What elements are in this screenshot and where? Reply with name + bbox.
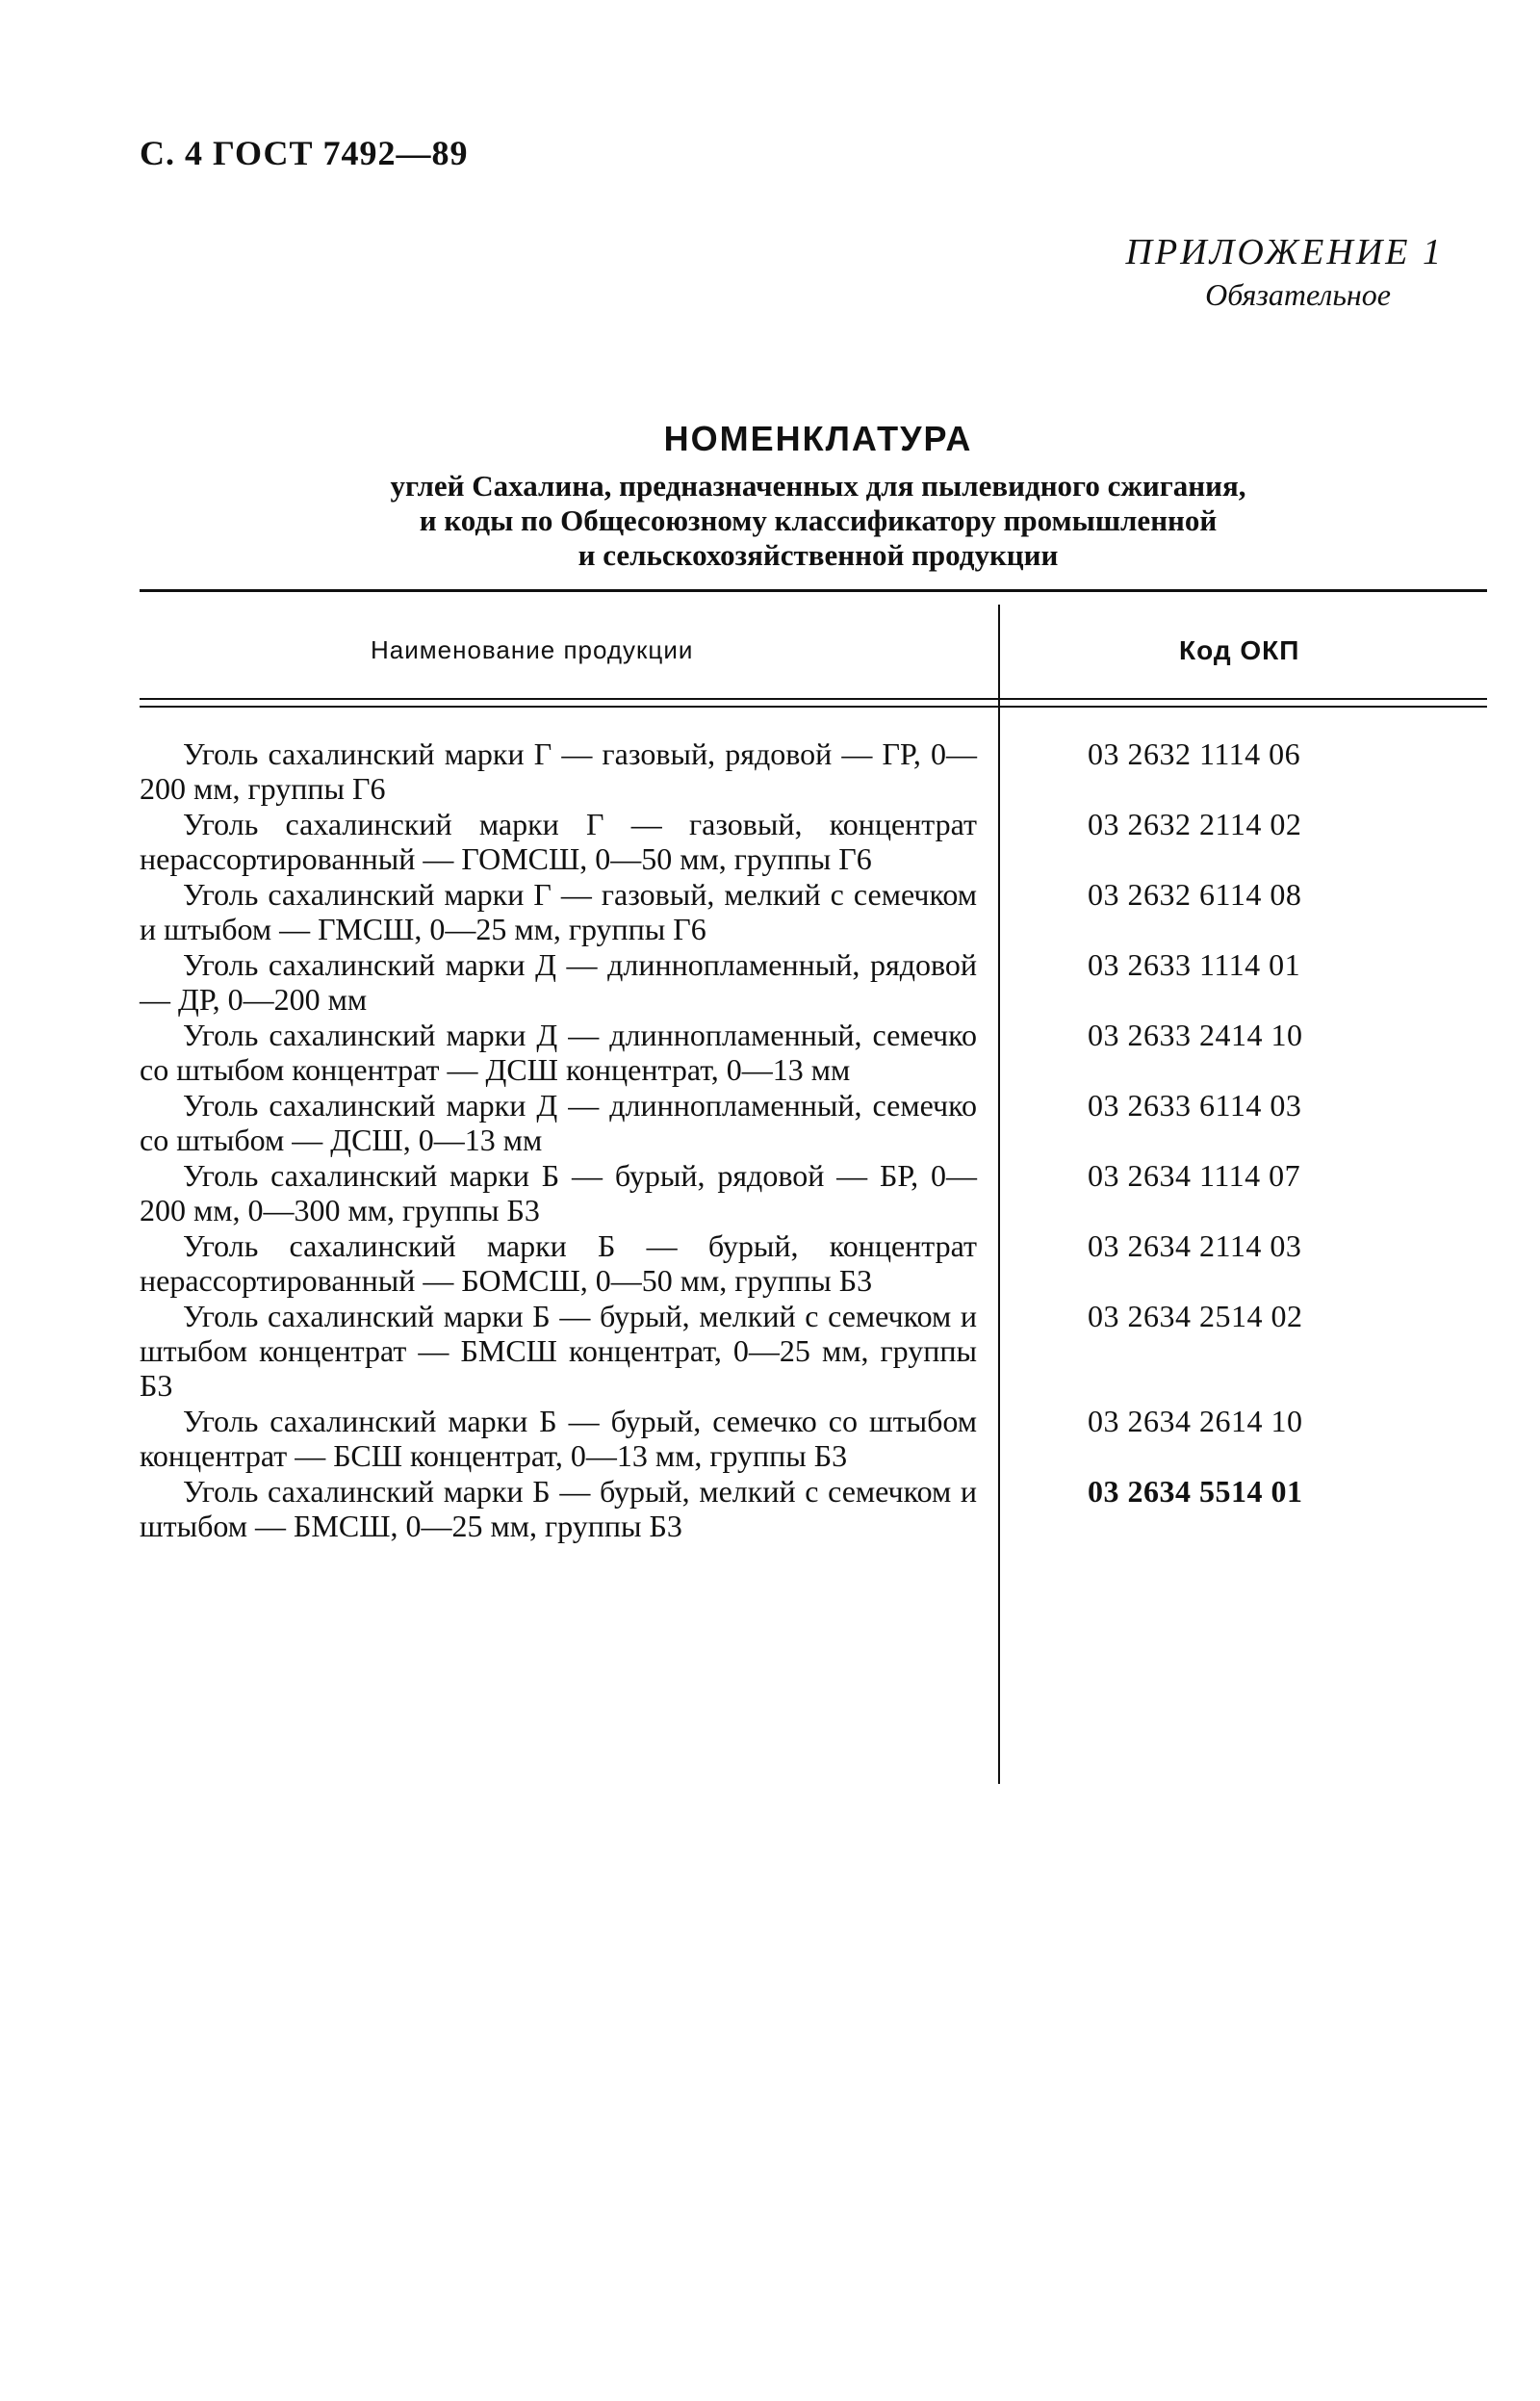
appendix-title: ПРИЛОЖЕНИЕ 1	[1125, 232, 1444, 272]
column-header-code: Код ОКП	[1179, 635, 1300, 665]
product-name: Уголь сахалинский марки Д — длиннопламенный, рядовой — ДР, 0—200 мм	[140, 947, 977, 1017]
product-name: Уголь сахалинский марки Б — бурый, семечко со штыбом концентрат — БСШ концентрат, 0—13 мм, группы Б3	[140, 1404, 977, 1473]
okp-code: 03 2632 2114 02	[1088, 807, 1302, 841]
table-row	[140, 1088, 1487, 1157]
table-row	[140, 877, 1487, 946]
document-subtitle-line-3: и сельскохозяйственной продукции	[578, 538, 1059, 572]
document-title-main: НОМЕНКЛАТУРА	[663, 419, 973, 458]
product-name: Уголь сахалинский марки Б — бурый, концентрат нерассортированный — БОМСШ, 0—50 мм, группы Б3	[140, 1228, 977, 1298]
table-row	[140, 1018, 1487, 1087]
product-name: Уголь сахалинский марки Б — бурый, мелкий с семечком и штыбом концентрат — БМСШ концентрат, 0—25 мм, группы Б3	[140, 1299, 977, 1403]
document-subtitle-line-2: и коды по Общесоюзному классификатору промышленной	[419, 503, 1218, 537]
column-header-name: Наименование продукции	[371, 635, 694, 664]
document-subtitle-line-1: углей Сахалина, предназначенных для пылевидного сжигания,	[390, 469, 1246, 503]
okp-code: 03 2633 2414 10	[1088, 1018, 1303, 1052]
okp-code: 03 2634 2114 03	[1088, 1228, 1302, 1263]
okp-code: 03 2634 2514 02	[1088, 1299, 1303, 1333]
okp-code: 03 2632 1114 06	[1088, 736, 1301, 771]
product-name: Уголь сахалинский марки Д — длиннопламенный, семечко со штыбом концентрат — ДСШ концентрат, 0—13 мм	[140, 1018, 977, 1087]
okp-code: 03 2633 6114 03	[1088, 1088, 1302, 1123]
appendix-status: Обязательное	[1205, 277, 1391, 312]
table-row	[140, 947, 1487, 1017]
product-name: Уголь сахалинский марки Г — газовый, мелкий с семечком и штыбом — ГМСШ, 0—25 мм, группы Г6	[140, 877, 977, 946]
okp-code: 03 2632 6114 08	[1088, 877, 1302, 912]
okp-code: 03 2634 5514 01	[1088, 1474, 1303, 1509]
table-header-rule	[140, 698, 1487, 700]
product-name: Уголь сахалинский марки Б — бурый, мелкий с семечком и штыбом — БМСШ, 0—25 мм, группы Б3	[140, 1474, 977, 1543]
table-row	[140, 1228, 1487, 1298]
okp-code: 03 2633 1114 01	[1088, 947, 1301, 982]
appendix-label	[1126, 231, 1444, 313]
okp-code: 03 2634 2614 10	[1088, 1404, 1303, 1438]
table-body	[140, 736, 1487, 1544]
product-name: Уголь сахалинский марки Б — бурый, рядовой — БР, 0—200 мм, 0—300 мм, группы Б3	[140, 1158, 977, 1227]
table-row	[140, 1474, 1487, 1543]
table-row	[140, 736, 1487, 806]
product-name: Уголь сахалинский марки Г — газовый, рядовой — ГР, 0—200 мм, группы Г6	[140, 736, 977, 806]
okp-code: 03 2634 1114 07	[1088, 1158, 1301, 1193]
table-header-rule-double	[140, 706, 1487, 708]
table-top-rule	[140, 589, 1487, 592]
table-row	[140, 1158, 1487, 1227]
page-header: С. 4 ГОСТ 7492—89	[140, 134, 469, 172]
product-name: Уголь сахалинский марки Г — газовый, концентрат нерассортированный — ГОМСШ, 0—50 мм, группы Г6	[140, 807, 977, 876]
document-title	[140, 419, 1497, 573]
table-row	[140, 1404, 1487, 1473]
table-row	[140, 1299, 1487, 1403]
product-name: Уголь сахалинский марки Д — длиннопламенный, семечко со штыбом — ДСШ, 0—13 мм	[140, 1088, 977, 1157]
table-row	[140, 807, 1487, 876]
